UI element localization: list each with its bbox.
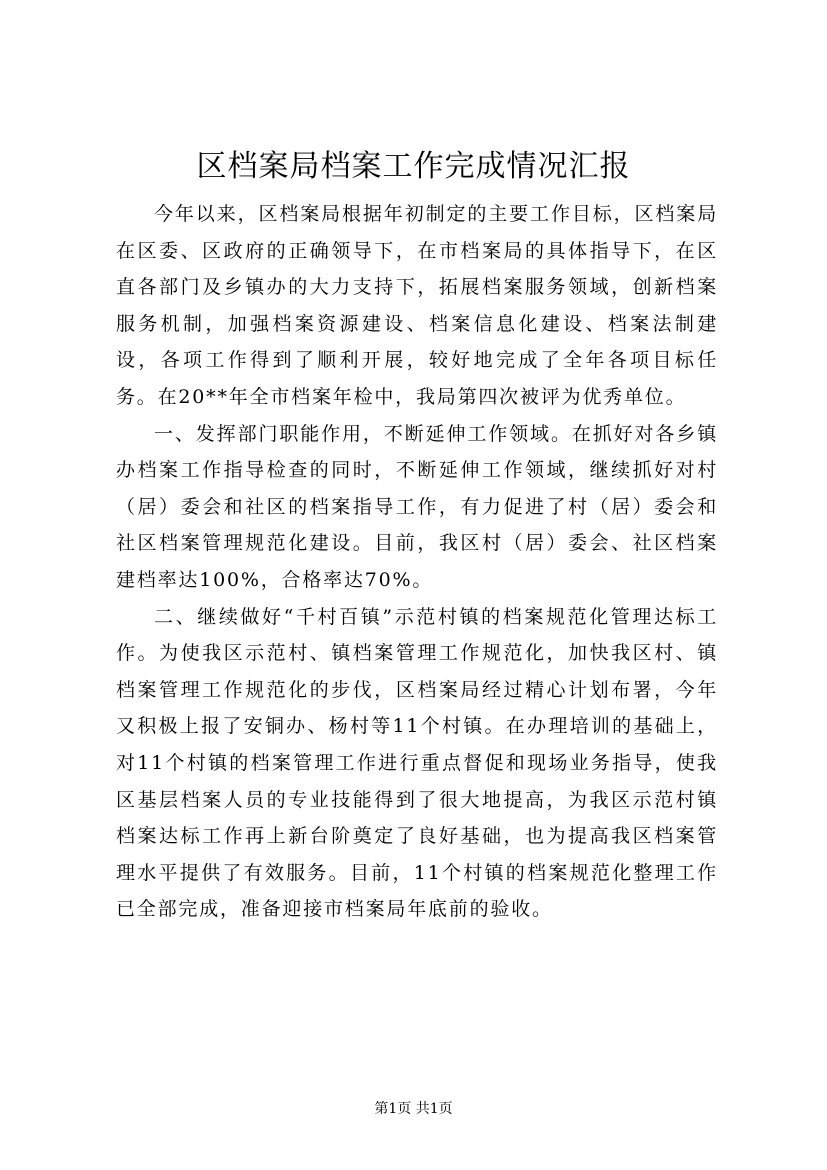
paragraph-intro: 今年以来，区档案局根据年初制定的主要工作目标，区档案局在区委、区政府的正确领导下，在市档案局的具体指导下，在区直各部门及乡镇办的大力支持下，拓展档案服务领域，创新档案服务机制，加强档案资源建设、档案信息化建设、档案法制建设，各项工作得到了顺利开展，较好地完成了全年各项目标任务。在20**年全市档案年检中，我局第四次被评为优秀单位。 [116,203,718,408]
document-body [116,196,718,928]
paragraph-section-two: 二、继续做好“千村百镇”示范村镇的档案规范化管理达标工作。为使我区示范村、镇档案管理工作规范化，加快我区村、镇档案管理工作规范化的步伐，区档案局经过精心计划布署，今年又积极上报了安铜办、杨村等11个村镇。在办理培训的基础上，对11个村镇的档案管理工作进行重点督促和现场业务指导，使我区基层档案人员的专业技能得到了很大地提高，为我区示范村镇档案达标工作再上新台阶奠定了良好基础，也为提高我区档案管理水平提供了有效服务。目前，11个村镇的档案规范化整理工作已全部完成，准备迎接市档案局年底前的验收。 [116,605,718,921]
paragraph-section-one: 一、发挥部门职能作用，不断延伸工作领域。在抓好对各乡镇办档案工作指导检查的同时，不断延伸工作领域，继续抓好对村（居）委会和社区的档案指导工作，有力促进了村（居）委会和社区档案管理规范化建设。目前，我区村（居）委会、社区档案建档率达100%，合格率达70%。 [116,422,718,591]
page-number-footer: 第1页 共1页 [374,1101,453,1117]
document-title: 区档案局档案工作完成情况汇报 [196,149,631,184]
